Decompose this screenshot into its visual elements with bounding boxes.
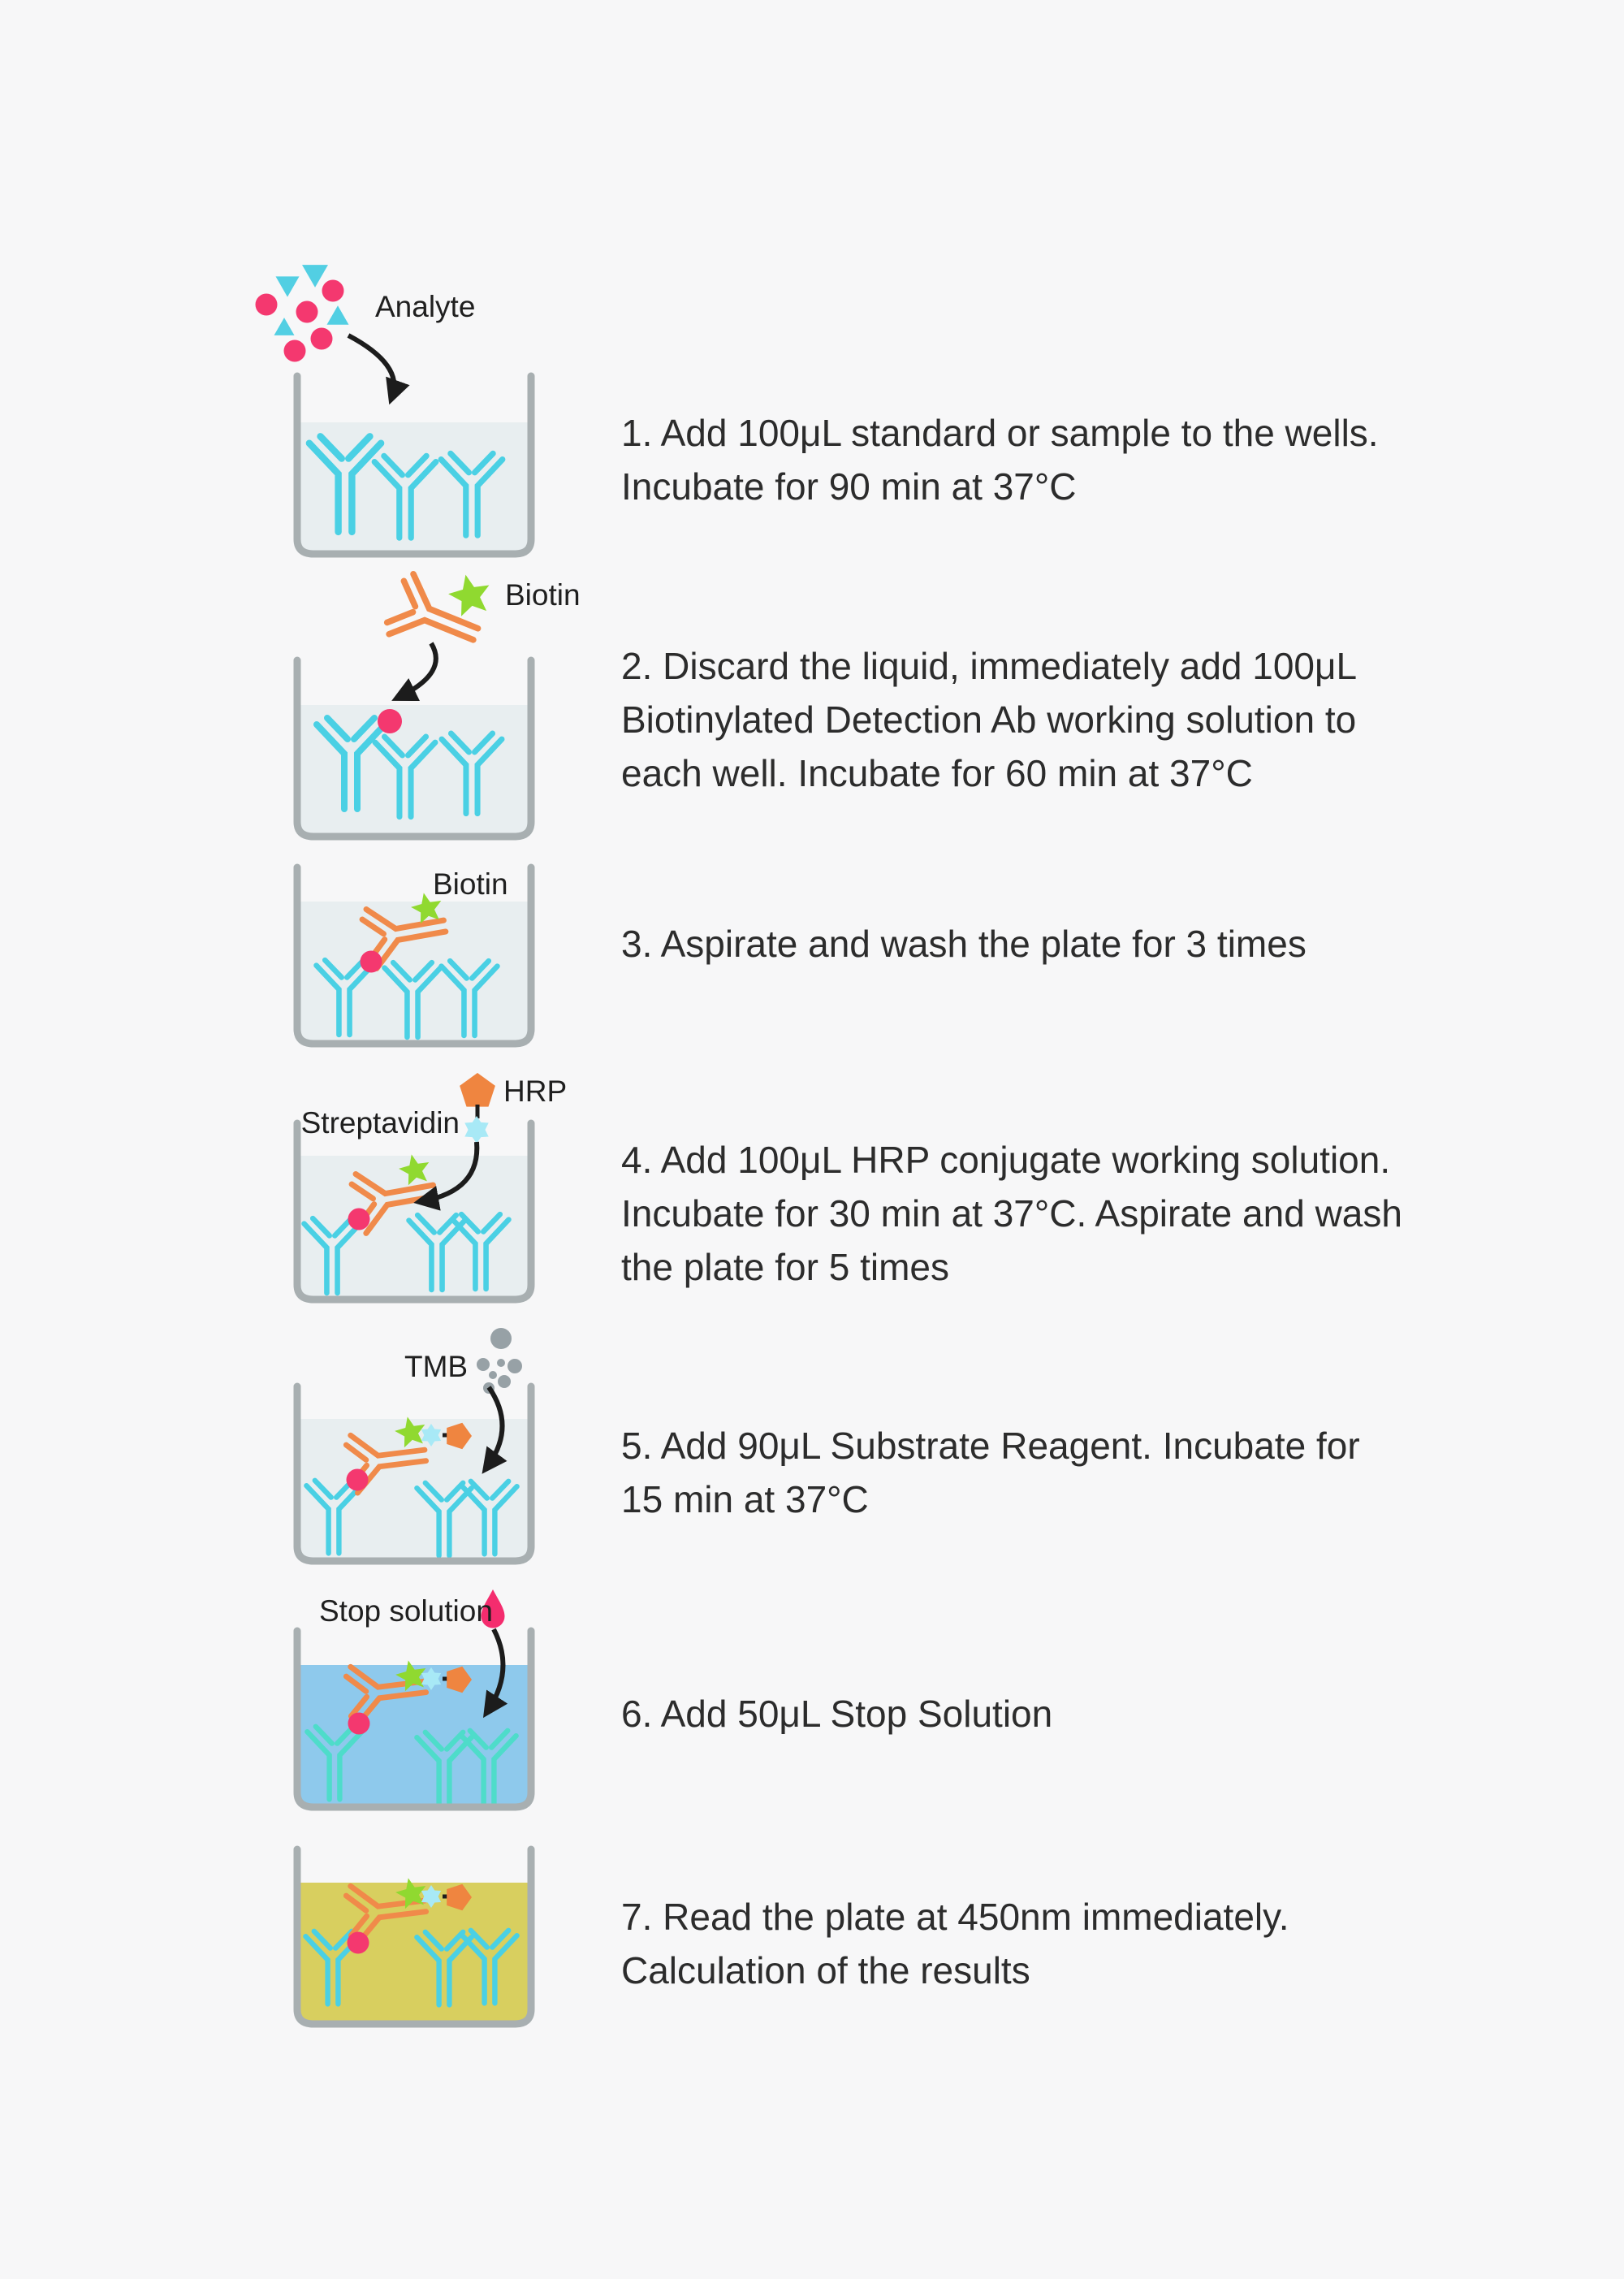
hrp-pentagon-icon — [460, 1073, 495, 1107]
biotin-label-step3: Biotin — [433, 867, 508, 901]
step-3-text — [621, 917, 1307, 971]
analyte-label: Analyte — [375, 290, 476, 323]
step-1-line: Incubate for 90 min at 37°C — [621, 465, 1077, 508]
analyte-circle-icon — [347, 1469, 369, 1491]
step-4-text — [621, 1133, 1402, 1294]
analyte-circle-icon — [361, 951, 382, 973]
add-arrow-icon — [348, 335, 394, 396]
tmb-dot-icon — [497, 1359, 505, 1367]
step-5-well — [297, 1386, 531, 1561]
analyte-circle-icon — [296, 301, 318, 323]
analyte-triangle-icon — [276, 276, 300, 296]
analyte-circle-icon — [348, 1932, 369, 1954]
step-6-text — [621, 1687, 1052, 1741]
step-7-line: 7. Read the plate at 450nm immediately. — [621, 1896, 1289, 1938]
step-5-line: 5. Add 90μL Substrate Reagent. Incubate for — [621, 1425, 1360, 1467]
step-4-line: 4. Add 100μL HRP conjugate working solution. — [621, 1139, 1391, 1181]
tmb-dot-icon — [490, 1328, 512, 1349]
stop-solution-label: Stop solution — [319, 1594, 493, 1628]
analyte-triangle-icon — [274, 318, 295, 335]
step-7-well — [297, 1849, 531, 2024]
streptavidin-star-icon — [464, 1116, 488, 1144]
streptavidin-label: Streptavidin — [300, 1106, 460, 1140]
step-1-line: 1. Add 100μL standard or sample to the wells. — [621, 412, 1379, 454]
step-7-text — [621, 1890, 1289, 1997]
step-5-text — [621, 1419, 1360, 1526]
step-2-line: Biotinylated Detection Ab working solution to — [621, 698, 1357, 741]
step-3-line: 3. Aspirate and wash the plate for 3 times — [621, 923, 1307, 965]
analyte-triangle-icon — [327, 305, 349, 324]
biotin-label-step2: Biotin — [505, 578, 581, 612]
analyte-circle-icon — [348, 1713, 370, 1735]
step-5-line: 15 min at 37°C — [621, 1478, 869, 1520]
step-2-line: each well. Incubate for 60 min at 37°C — [621, 752, 1253, 794]
analyte-circle-icon — [348, 1209, 370, 1230]
analyte-circle-icon — [284, 340, 306, 362]
step-1-text — [621, 406, 1379, 513]
analyte-triangle-icon — [302, 265, 328, 288]
hrp-label: HRP — [503, 1075, 568, 1108]
step-1-well — [297, 376, 531, 554]
step-2-text — [621, 639, 1357, 800]
tmb-label: TMB — [404, 1350, 469, 1383]
tmb-dot-icon — [477, 1358, 490, 1371]
analyte-circle-icon — [256, 294, 278, 316]
analyte-circle-icon — [322, 280, 344, 302]
step-4-line: the plate for 5 times — [621, 1246, 949, 1288]
add-arrow-icon — [400, 643, 436, 697]
tmb-dot-icon — [489, 1371, 497, 1379]
step-6-well — [297, 1631, 531, 1807]
step-6-line: 6. Add 50μL Stop Solution — [621, 1693, 1053, 1735]
analyte-circle-icon — [378, 709, 402, 733]
biotin-star-icon — [448, 575, 489, 616]
tmb-dot-icon — [498, 1375, 511, 1388]
step-7-line: Calculation of the results — [621, 1949, 1030, 1991]
step-4-line: Incubate for 30 min at 37°C. Aspirate and wash — [621, 1192, 1402, 1235]
step-4-well — [297, 1123, 531, 1300]
step-2-line: 2. Discard the liquid, immediately add 100μL — [621, 645, 1358, 687]
tmb-dot-icon — [508, 1359, 522, 1373]
analyte-circle-icon — [311, 328, 333, 350]
